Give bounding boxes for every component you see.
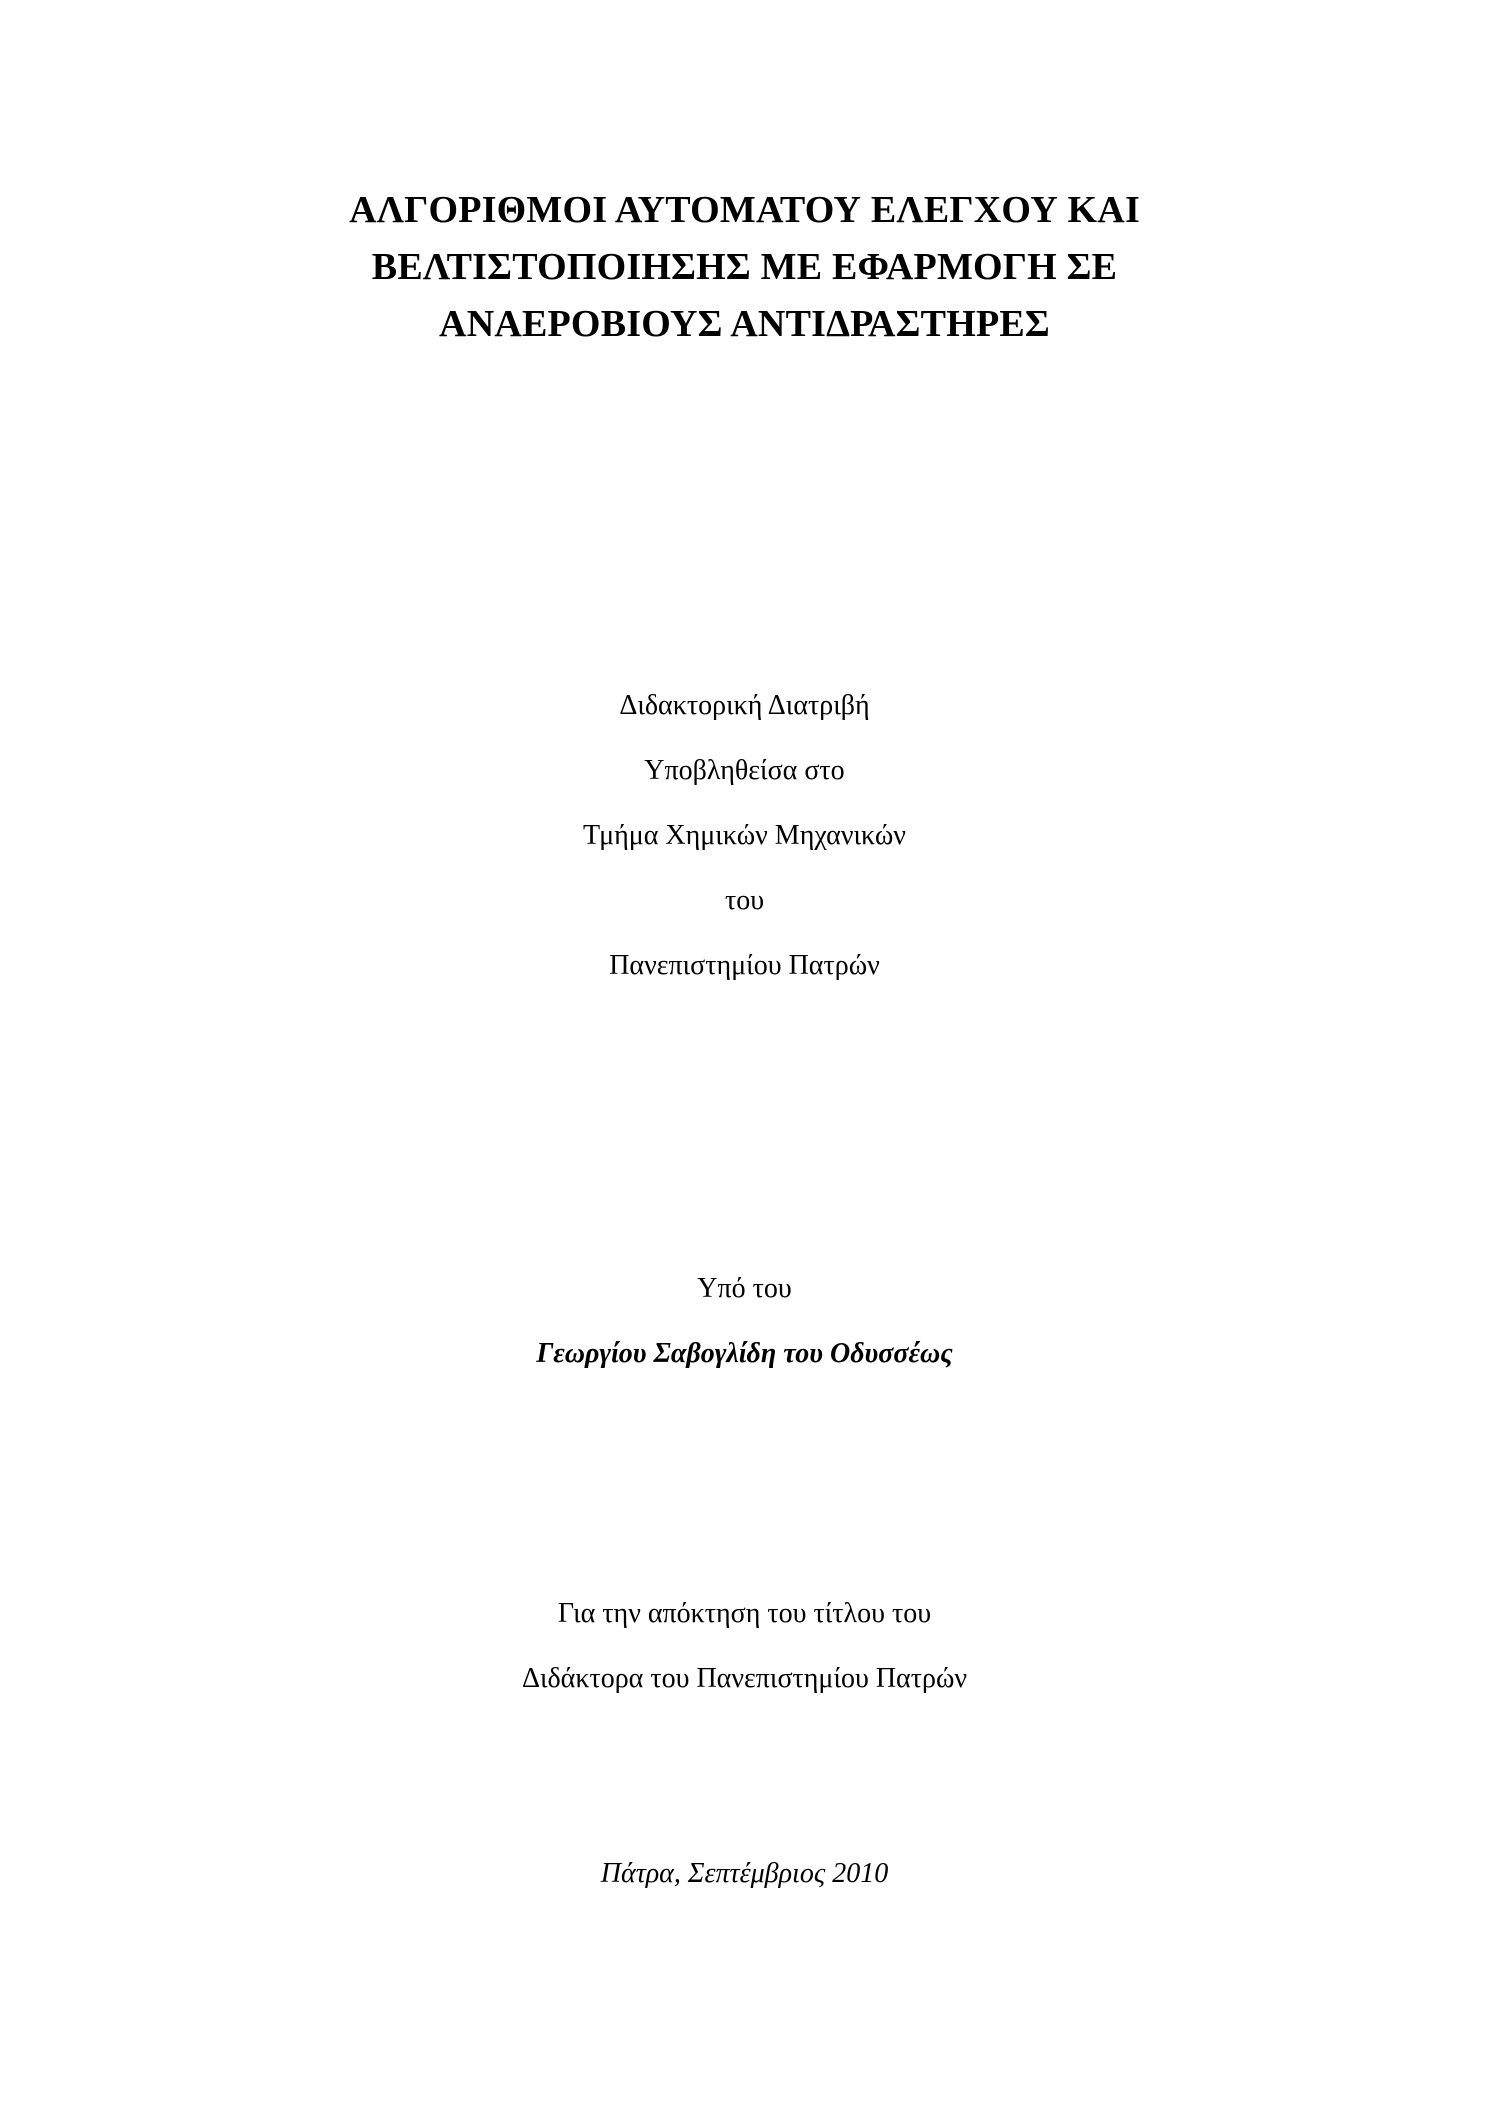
submitted-to: Υποβληθείσα στο — [644, 755, 845, 786]
thesis-title-line-3: ΑΝΑΕΡΟΒΙΟΥΣ ΑΝΤΙΔΡΑΣΤΗΡΕΣ — [439, 303, 1050, 345]
thesis-title-line-2: ΒΕΛΤΙΣΤΟΠΟΙΗΣΗΣ ΜΕ ΕΦΑΡΜΟΓΗ ΣΕ — [371, 246, 1118, 288]
thesis-title — [200, 182, 1289, 353]
document-type: Διδακτορική Διατριβή — [619, 690, 870, 721]
place-date: Πάτρα, Σεπτέμβριος 2010 — [600, 1858, 889, 1889]
department: Τμήμα Χημικών Μηχανικών — [583, 820, 906, 851]
department-of: του — [724, 885, 765, 916]
purpose-line-1: Για την απόκτηση του τίτλου του — [557, 1598, 932, 1629]
purpose-line-2: Διδάκτορα του Πανεπιστημίου Πατρών — [521, 1663, 968, 1694]
author-name: Γεωργίου Σαβογλίδη του Οδυσσέως — [536, 1338, 953, 1369]
thesis-title-line-1: ΑΛΓΟΡΙΘΜΟΙ ΑΥΤΟΜΑΤΟΥ ΕΛΕΓΧΟΥ ΚΑΙ — [349, 189, 1140, 231]
by-label: Υπό του — [697, 1273, 792, 1304]
university: Πανεπιστημίου Πατρών — [609, 950, 880, 981]
